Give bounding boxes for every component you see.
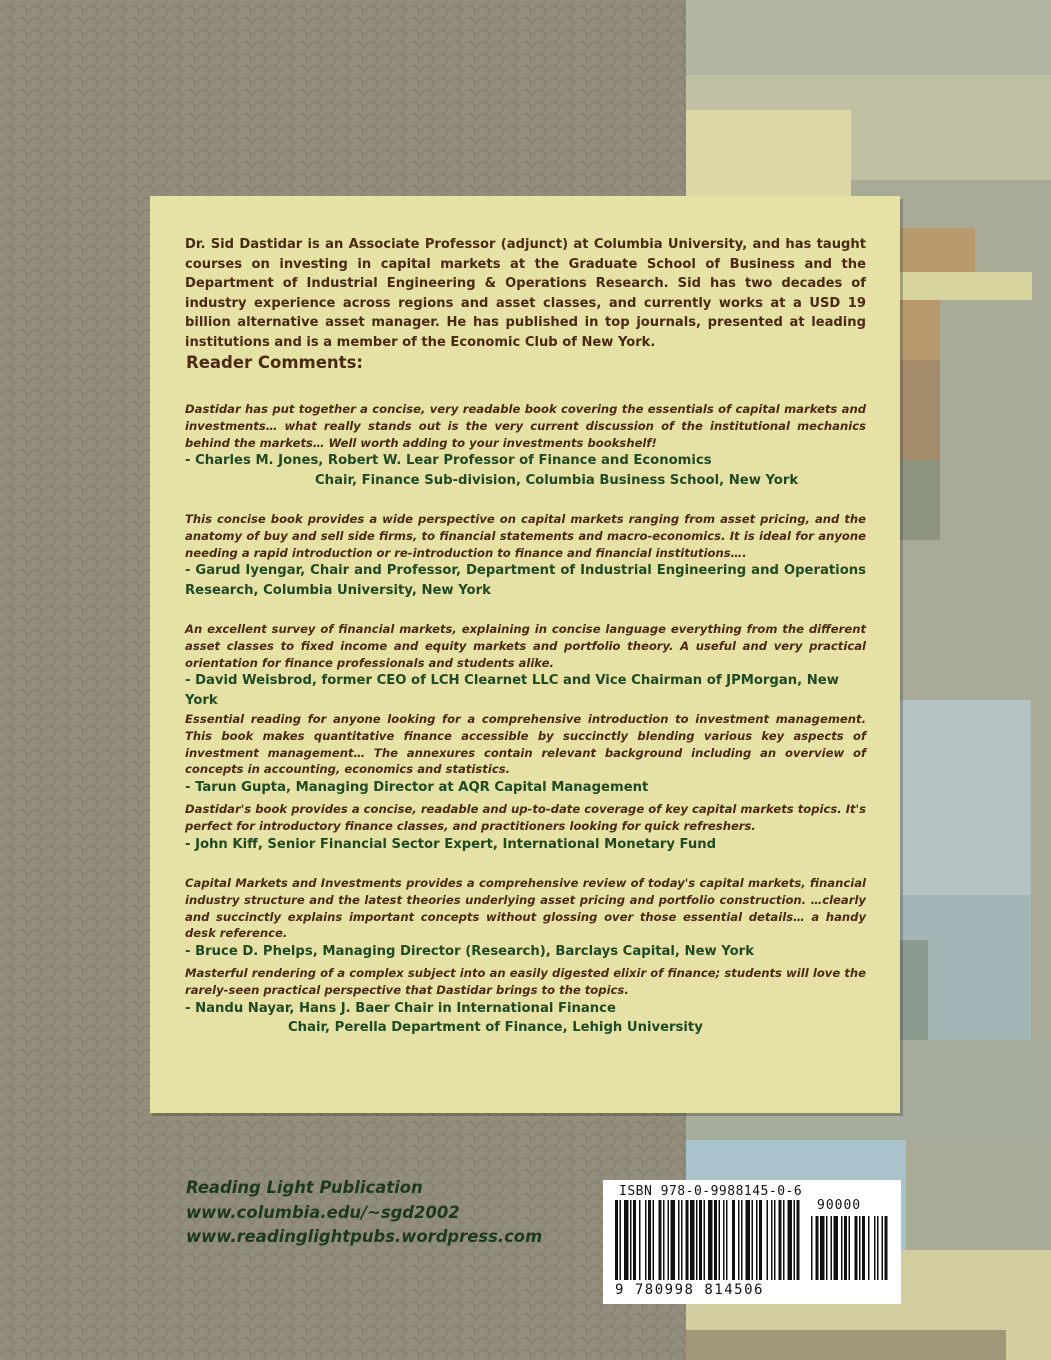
review-2 [185, 511, 866, 600]
barcode-bars [611, 1200, 895, 1284]
deco-block [900, 272, 1032, 300]
review-attribution: - John Kiff, Senior Financial Sector Expert, International Monetary Fund [185, 836, 717, 852]
deco-block [686, 110, 851, 200]
barcode-bar [708, 1200, 713, 1280]
review-attribution: - Charles M. Jones, Robert W. Lear Professor of Finance and Economics [185, 453, 712, 469]
publisher-url-1: www.columbia.edu/~sgd2002 [186, 1202, 460, 1222]
deco-block [686, 1330, 1006, 1360]
barcode-addon-bar [849, 1216, 851, 1280]
review-attribution: - Garud Iyengar, Chair and Professor, Department of Industrial Engineering and Operations Research, Columbia University, New York [185, 563, 866, 598]
barcode-bar [620, 1200, 622, 1280]
barcode-bar [663, 1200, 665, 1280]
deco-block [900, 460, 940, 540]
barcode-addon-bar [877, 1216, 879, 1280]
barcode-addon-number: 90000 [817, 1198, 862, 1213]
barcode-addon-bar [834, 1216, 839, 1280]
barcode-bar [648, 1200, 651, 1280]
barcode-bar [690, 1200, 695, 1280]
barcode-bar [615, 1200, 618, 1280]
barcode-bar [767, 1200, 769, 1280]
barcode-bar [797, 1200, 800, 1280]
barcode-addon-bar [859, 1216, 861, 1280]
review-quote: An excellent survey of financial markets, explaining in concise language everything from the different asset classes to fixed income and equity markets and portfolio theory. A useful and very practical orientation for finance professionals and students alike. [185, 622, 866, 670]
barcode-addon-bar [826, 1216, 828, 1280]
review-attribution-line2: Chair, Finance Sub-division, Columbia Business School, New York [315, 472, 799, 488]
barcode-bar [779, 1200, 782, 1280]
review-quote: This concise book provides a wide perspective on capital markets ranging from asset pricing, and the anatomy of buy and sell side firms, to financial statements and macro-economics. It is ideal for anyone needing a rapid introduction or re-introduction to finance and financial institutions…. [185, 512, 866, 560]
barcode-bar [678, 1200, 680, 1280]
review-attribution-line2: Chair, Perella Department of Finance, Lehigh University [288, 1020, 703, 1036]
barcode-bar [633, 1200, 636, 1280]
barcode-bar [671, 1200, 676, 1280]
review-6 [185, 875, 866, 962]
reader-comments-heading: Reader Comments: [186, 353, 363, 372]
barcode-bar [681, 1200, 683, 1280]
deco-block [940, 300, 1051, 700]
review-attribution: - Nandu Nayar, Hans J. Baer Chair in International Finance [185, 1000, 616, 1016]
barcode-bar [723, 1200, 725, 1280]
barcode-addon-bar [811, 1216, 813, 1280]
barcode-bar [794, 1200, 796, 1280]
barcode-bar [752, 1200, 754, 1280]
barcode-bar [653, 1200, 655, 1280]
barcode-bar [746, 1200, 751, 1280]
barcode-bar [719, 1200, 721, 1280]
barcode-bar [741, 1200, 743, 1280]
barcode-bar [783, 1200, 785, 1280]
barcode-addon-bar [874, 1216, 876, 1280]
barcode-bar [696, 1200, 698, 1280]
review-quote: Essential reading for anyone looking for a comprehensive introduction to investment management. This book makes quantitative finance accessible by succinctly blending various key aspects of investment management… The annexures contain relevant background including an overview of concepts in accounting, economics and statistics. [185, 712, 866, 777]
barcode-bar [788, 1200, 793, 1280]
review-quote: Masterful rendering of a complex subject into an easily digested elixir of finance; students will love the rarely-seen practical perspective that Dastidar brings to the topics. [185, 966, 866, 997]
author-bio: Dr. Sid Dastidar is an Associate Professor (adjunct) at Columbia University, and has taught courses on investing in capital markets at the Graduate School of Business and the Department of Industrial Engineering & Operations Research. Sid has two decades of industry experience across regions and asset classes, and currently works at a USD 19 billion alternative asset manager. He has published in top journals, presented at leading institutions and is a member of the Economic Club of New York. [185, 237, 866, 350]
barcode-addon-bar [868, 1216, 870, 1280]
barcode-bar [771, 1200, 773, 1280]
review-attribution: - Bruce D. Phelps, Managing Director (Research), Barclays Capital, New York [185, 944, 754, 960]
barcode-bar [714, 1200, 717, 1280]
publisher-name: Reading Light Publication [186, 1178, 423, 1197]
publisher-block [186, 1176, 542, 1250]
barcode-bar [756, 1200, 758, 1280]
barcode-bar [774, 1200, 776, 1280]
barcode-bar [686, 1200, 689, 1280]
barcode-addon-bar [844, 1216, 847, 1280]
barcode [603, 1180, 901, 1304]
barcode-addon-bar [882, 1216, 884, 1280]
barcode-bar [732, 1200, 735, 1280]
barcode-bar [630, 1200, 632, 1280]
barcode-bar [726, 1200, 728, 1280]
barcode-bar [659, 1200, 662, 1280]
review-quote: Dastidar has put together a concise, very readable book covering the essentials of capital markets and investments… what really stands out is the very current discussion of the institutional mechanics behind the markets… Well worth adding to your investments bookshelf! [185, 402, 866, 450]
barcode-bar [624, 1200, 629, 1280]
barcode-addon-bar [841, 1216, 843, 1280]
barcode-bar [699, 1200, 702, 1280]
barcode-bar [738, 1200, 740, 1280]
review-5 [185, 801, 866, 854]
barcode-bar [668, 1200, 670, 1280]
barcode-addon-bar [831, 1216, 833, 1280]
isbn-label: ISBN 978-0-9988145-0-6 [619, 1184, 803, 1199]
review-quote: Capital Markets and Investments provides a comprehensive review of today's capital markets, financial industry structure and the latest theories underlying asset pricing and portfolio construction. …clearly and succinctly explains important concepts without glossing over those essential details… a handy desk reference. [185, 876, 866, 941]
barcode-addon-bar [855, 1216, 858, 1280]
barcode-addon-bar [885, 1216, 888, 1280]
barcode-number: 9 780998 814506 [615, 1282, 764, 1298]
review-quote: Dastidar's book provides a concise, readable and up-to-date coverage of key capital markets topics. It's perfect for introductory finance classes, and practitioners looking for quick refreshers. [185, 802, 866, 833]
review-3 [185, 621, 866, 710]
review-attribution: - Tarun Gupta, Managing Director at AQR Capital Management [185, 780, 649, 796]
barcode-bar [704, 1200, 706, 1280]
review-7 [185, 965, 866, 1038]
review-1 [185, 401, 866, 490]
deco-block [900, 360, 940, 460]
barcode-addon-bar [816, 1216, 819, 1280]
barcode-bar [639, 1200, 641, 1280]
barcode-bar [645, 1200, 647, 1280]
barcode-addon-bar [820, 1216, 825, 1280]
barcode-addon-bar [862, 1216, 865, 1280]
review-attribution: - David Weisbrod, former CEO of LCH Clearnet LLC and Vice Chairman of JPMorgan, New York [185, 673, 839, 708]
review-4 [185, 711, 866, 798]
barcode-bar [759, 1200, 762, 1280]
publisher-url-2: www.readinglightpubs.wordpress.com [186, 1227, 543, 1246]
deco-block [686, 0, 1051, 75]
